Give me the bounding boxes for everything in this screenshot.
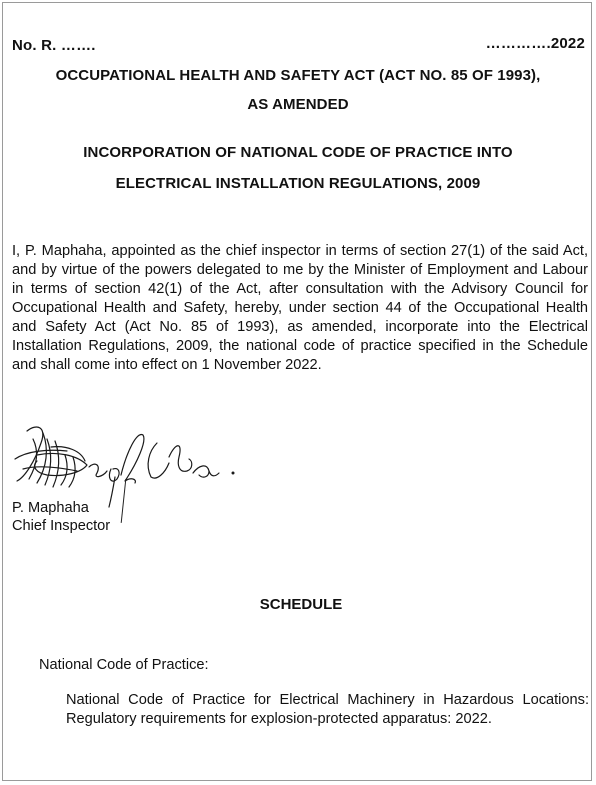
incorporation-title-line1: INCORPORATION OF NATIONAL CODE OF PRACTICE INTO — [83, 144, 513, 161]
act-title-line2: AS AMENDED — [247, 96, 349, 113]
document-page — [2, 2, 592, 781]
signatory-title: Chief Inspector — [12, 518, 111, 534]
incorporation-title-line2: ELECTRICAL INSTALLATION REGULATIONS, 2009 — [115, 175, 481, 192]
signatory-name: P. Maphaha — [12, 500, 89, 516]
schedule-item: National Code of Practice for Electrical Machinery in Hazardous Locations: Regulatory requirements for explosion-protected apparatus: 2022. — [66, 692, 589, 727]
notice-year: ………….2022 — [485, 35, 585, 52]
schedule-label: National Code of Practice: — [39, 657, 209, 673]
body-paragraph: I, P. Maphaha, appointed as the chief inspector in terms of section 27(1) of the said Act, and by virtue of the powers delegated to me by the Minister of Employment and Labour in terms of section 42(1) of the Act, after consultation with the Advisory Council for Occupational Health and Safety, hereby, under section 44 of the Occupational Health and Safety Act (Act No. 85 of 1993), as amended, incorporate into the Electrical Installation Regulations, 2009, the national code of practice specified in the Schedule and shall come into effect on 1 November 2022. — [12, 243, 588, 373]
act-title-line1: OCCUPATIONAL HEALTH AND SAFETY ACT (ACT NO. 85 OF 1993), — [55, 67, 541, 84]
schedule-heading: SCHEDULE — [259, 596, 343, 613]
notice-number: No. R. ……. — [12, 37, 96, 54]
